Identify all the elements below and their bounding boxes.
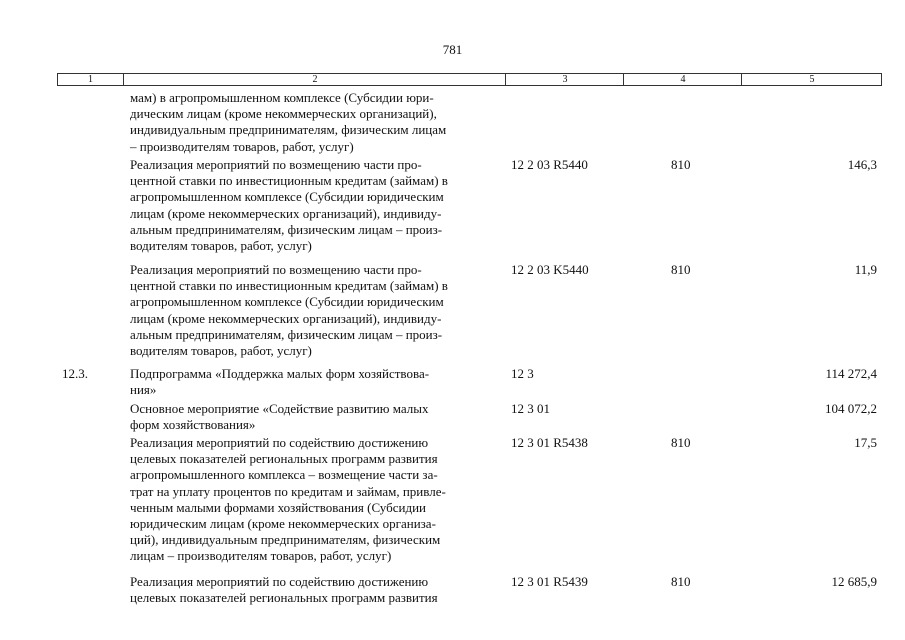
row-kvr: 810 [671,435,691,450]
row-description: Реализация мероприятий по возмещению части про- центной ставки по инвестиционным кредитам (займам) в агропромышленном комплексе (Субсидии юридическим лицам (кроме некоммерческих организаций), индивиду- альным предпринимателям, физическим лицам – произ- водителям товаров, работ, услуг) [130,262,448,359]
row-kvr: 810 [671,157,691,172]
row-description: Реализация мероприятий по возмещению части про- центной ставки по инвестиционным кредитам (займам) в агропромышленном комплексе (Субсидии юридическим лицам (кроме некоммерческих организаций), индивиду- альным предпринимателям, физическим лицам – произ- водителям товаров, работ, услуг) [130,157,448,254]
row-code: 12 3 01 R5438 [511,435,588,450]
row-kvr: 810 [671,262,691,277]
row-code: 12 3 01 [511,401,550,416]
header-col-5: 5 [741,74,882,85]
row-kvr: 810 [671,574,691,589]
row-amount: 11,9 [854,262,877,277]
row-amount: 12 685,9 [831,574,877,589]
row-amount: 104 072,2 [825,401,877,416]
header-col-1: 1 [88,74,93,85]
header-col-2: 2 [123,74,506,85]
row-description: Реализация мероприятий по содействию достижению целевых показателей региональных программ развития агропромышленного комплекса – возмещение части за- трат на уплату процентов по кредитам и займам, привле- ченным малыми формами хозяйствования (Субсидии юридическим лицам (кроме некоммерческих организа- ций), индивидуальным предпринимателям, физическим лицам – производителям товаров, работ, услуг) [130,435,446,564]
row-code: 12 2 03 R5440 [511,157,588,172]
row-code: 12 3 01 R5439 [511,574,588,589]
row-amount: 114 272,4 [825,366,877,381]
row-code: 12 3 [511,366,534,381]
row-number: 12.3. [62,366,88,381]
row-amount: 17,5 [854,435,877,450]
row-description: мам) в агропромышленном комплексе (Субсидии юри- дическим лицам (кроме некоммерческих организаций), индивидуальным предпринимателям, физическим лицам – производителям товаров, работ, услуг) [130,90,447,154]
page-number: 781 [442,42,463,57]
row-amount: 146,3 [847,157,877,172]
table-header-row [57,73,882,86]
row-description: Подпрограмма «Поддержка малых форм хозяйствова- ния» [130,366,430,398]
row-code: 12 2 03 K5440 [511,262,589,277]
row-description: Основное мероприятие «Содействие развитию малых форм хозяйствования» [130,401,429,433]
header-col-4: 4 [623,74,742,85]
header-col-3: 3 [505,74,624,85]
row-description: Реализация мероприятий по содействию достижению целевых показателей региональных программ развития [130,574,438,606]
